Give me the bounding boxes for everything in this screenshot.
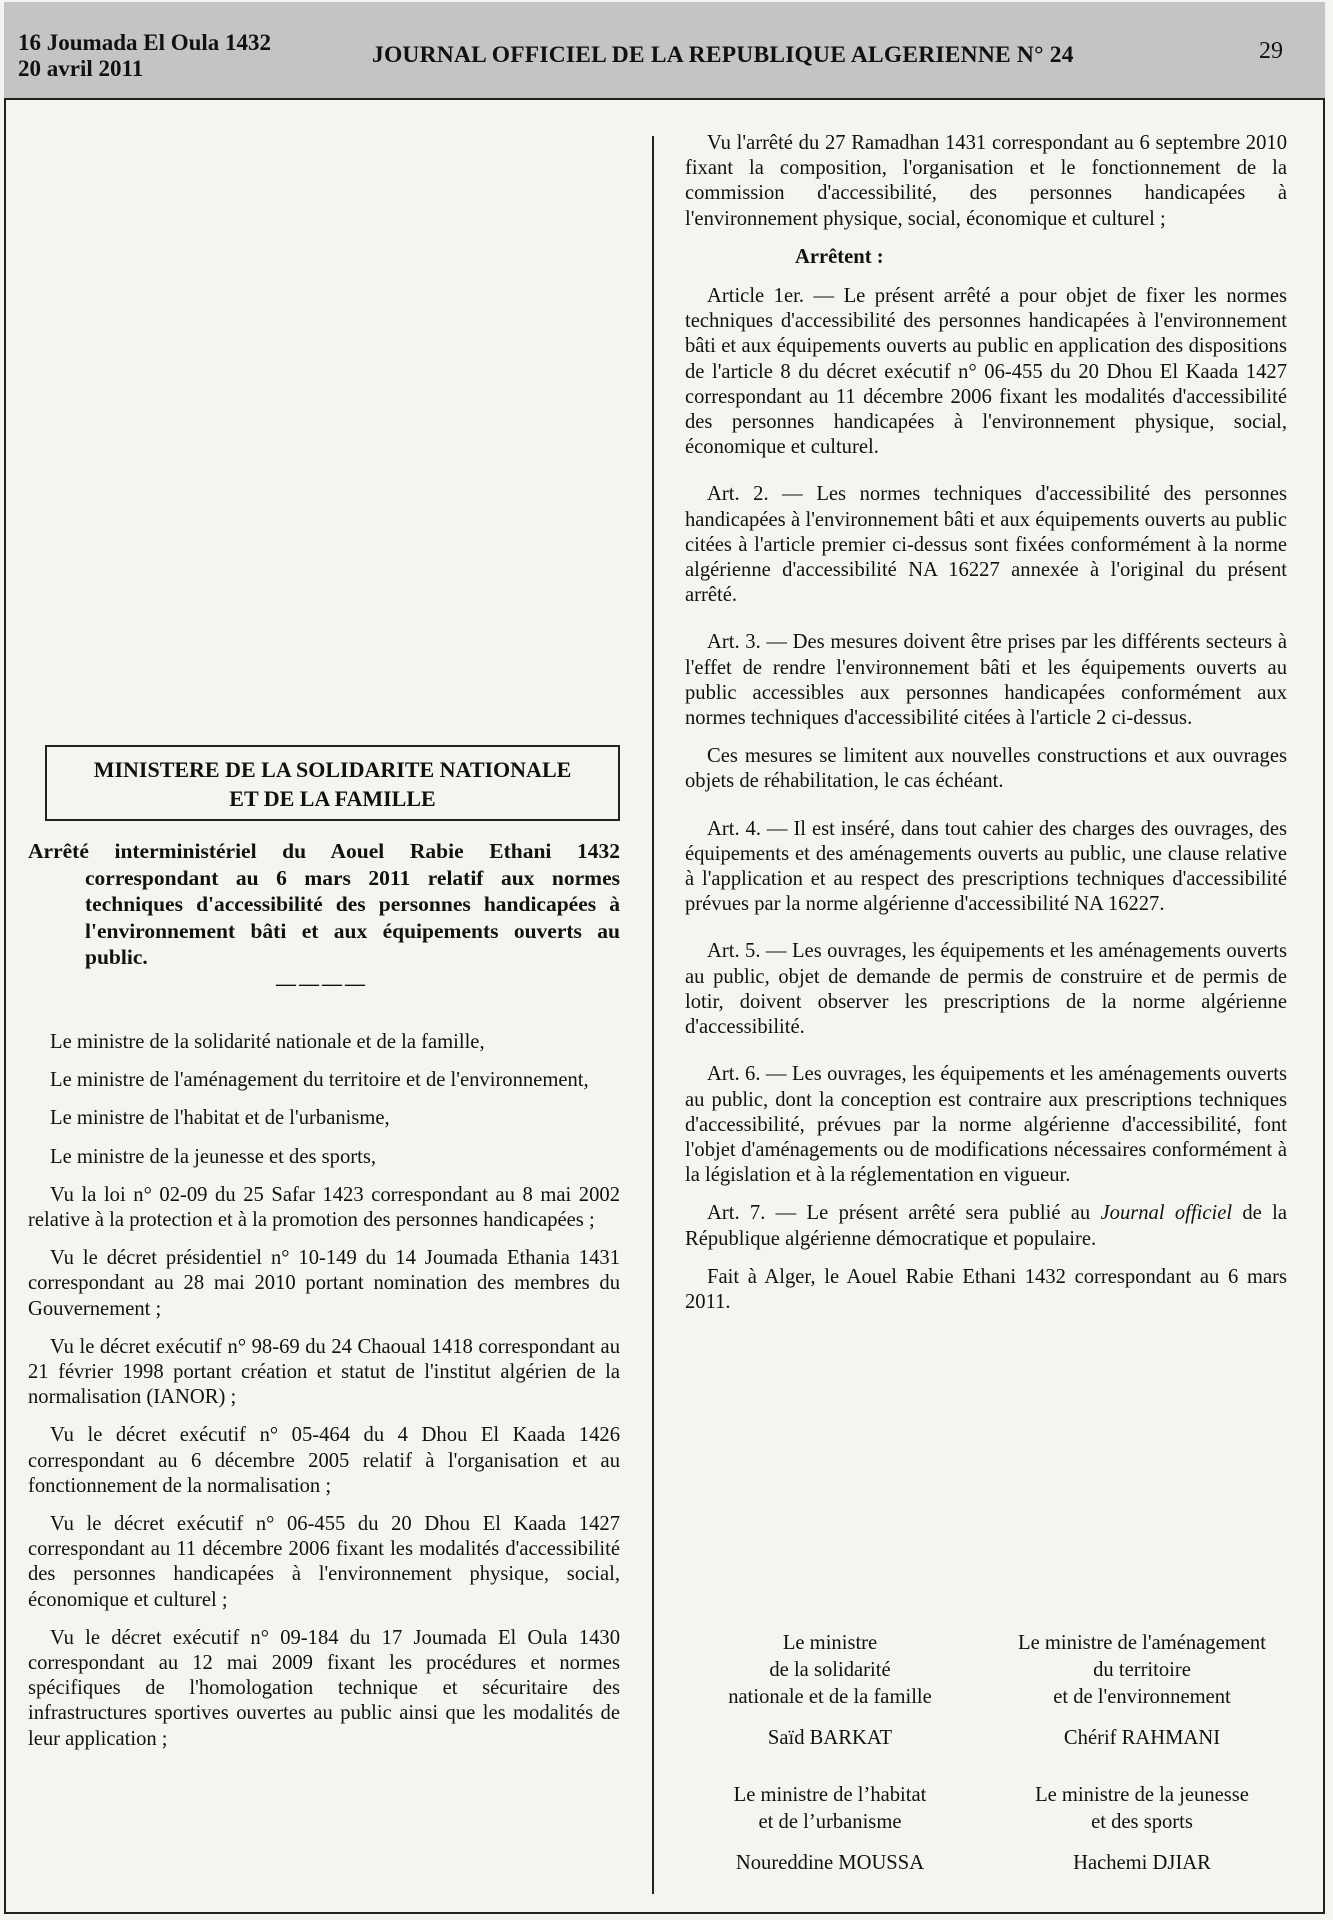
signatory-role: et des sports — [1091, 1811, 1193, 1833]
decree-title — [28, 838, 620, 971]
article-7-italic: Journal officiel — [1100, 1202, 1233, 1225]
ministry-line-2: ET DE LA FAMILLE — [229, 786, 436, 811]
intro-paragraph: Vu l'arrêté du 27 Ramadhan 1431 correspondant au 6 septembre 2010 fixant la composition, l'organisation et le fonctionnement de la commission d'accessibilité, des personnes handicapées à l'environnement physique, social, économique et culturel ; — [685, 132, 1287, 230]
right-column — [685, 131, 1287, 1328]
article-5: Art. 5. — Les ouvrages, les équipements et les aménagements ouverts au public, objet de demande de permis de construire et de permis de lotir, doivent observer les prescriptions de la norme algérienne d'accessibilité. — [685, 940, 1287, 1039]
preamble-paragraph: Vu le décret exécutif n° 05-464 du 4 Dhou El Kaada 1426 correspondant au 6 décembre 2005 relatif à l'organisation et au fonctionnement de la normalisation ; — [28, 1424, 620, 1497]
preamble-paragraph: Vu le décret présidentiel n° 10-149 du 14 Joumada Ethania 1431 correspondant au 28 mai 2010 portant nomination des membres du Gouvernement ; — [28, 1247, 620, 1320]
arretent-heading: Arrêtent : — [795, 245, 884, 268]
preamble-paragraph: Vu le décret exécutif n° 98-69 du 24 Chaoual 1418 correspondant au 21 février 1998 portant création et statut de l'institut algérien de la normalisation (IANOR) ; — [28, 1335, 620, 1409]
signatory-territory — [997, 1630, 1287, 1752]
signatory-youth — [997, 1782, 1287, 1877]
journal-title: JOURNAL OFFICIEL DE LA REPUBLIQUE ALGERIENNE N° 24 — [372, 42, 1074, 68]
signatory-role: nationale et de la famille — [728, 1686, 932, 1708]
header-date-gregorian: 20 avril 2011 — [18, 56, 144, 81]
header-date-hijri: 16 Joumada El Oula 1432 — [18, 30, 272, 55]
signatory-name: Hachemi DJIAR — [1073, 1852, 1211, 1874]
signatory-role: de la solidarité — [769, 1659, 891, 1681]
signatory-name: Saïd BARKAT — [767, 1727, 893, 1749]
preamble-paragraph: Le ministre de l'habitat et de l'urbanisme, — [50, 1107, 390, 1130]
done-at: Fait à Alger, le Aouel Rabie Ethani 1432 correspondant au 6 mars 2011. — [685, 1265, 1287, 1313]
signatory-role: et de l’urbanisme — [758, 1811, 902, 1833]
signatory-role: et de l'environnement — [1053, 1686, 1231, 1708]
preamble-paragraph: Le ministre de la jeunesse et des sports, — [50, 1145, 376, 1168]
preamble-paragraph: Le ministre de la solidarité nationale et de la famille, — [50, 1031, 485, 1053]
article-7 — [685, 1201, 1287, 1251]
ministry-line-1: MINISTERE DE LA SOLIDARITE NATIONALE — [93, 757, 572, 782]
article-4: Art. 4. — Il est inséré, dans tout cahier des charges des ouvrages, des équipements et des aménagements ouverts au public, une clause relative à l'application et au respect des prescriptions techniques d'accessibilité prévues par la norme algérienne d'accessibilité NA 16227. — [685, 817, 1287, 916]
preamble-paragraph: Vu la loi n° 02-09 du 25 Safar 1423 correspondant au 8 mai 2002 relative à la protection et à la promotion des personnes handicapées ; — [28, 1183, 620, 1232]
signatory-role: Le ministre de l'aménagement — [1018, 1632, 1266, 1654]
signatory-role: Le ministre de la jeunesse — [1035, 1784, 1249, 1806]
article-3-continued: Ces mesures se limitent aux nouvelles constructions et aux ouvrages objets de réhabilitation, le cas échéant. — [685, 745, 1287, 793]
signatory-role: du territoire — [1093, 1659, 1191, 1681]
signatory-solidarity — [685, 1630, 975, 1752]
preamble-paragraph: Vu le décret exécutif n° 09-184 du 17 Joumada El Oula 1430 correspondant au 12 mai 2009 fixant les procédures et normes spécifiques de l'homologation technique et sécuritaire des infrastructures sportives ouvertes au public ainsi que les modalités de leur application ; — [28, 1626, 620, 1750]
article-1: Article 1er. — Le présent arrêté a pour objet de fixer les normes techniques d'accessibilité des personnes handicapées à l'environnement bâti et aux équipements ouverts au public en application des dispositions de l'article 8 du décret exécutif n° 06-455 du 20 Dhou El Kaada 1427 correspondant au 11 décembre 2006 fixant les modalités d'accessibilité des personnes handicapées à l'environnement physique, social, économique et culturel. — [685, 285, 1287, 459]
ministry-box — [45, 745, 620, 821]
preamble-paragraph: Vu le décret exécutif n° 06-455 du 20 Dhou El Kaada 1427 correspondant au 11 décembre 2006 fixant les modalités d'accessibilité des personnes handicapées à l'environnement physique, social, économique et culturel ; — [28, 1513, 620, 1611]
preamble-paragraph: Le ministre de l'aménagement du territoire et de l'environnement, — [50, 1069, 589, 1092]
article-3: Art. 3. — Des mesures doivent être prises par les différents secteurs à l'effet de rendre l'environnement bâti et les équipements ouverts au public accessibles aux personnes handicapées conformément aux normes techniques d'accessibilité citées à l'article 2 ci-dessus. — [685, 631, 1287, 730]
article-7-text: Art. 7. — Le présent arrêté sera publié au — [707, 1202, 1101, 1225]
decree-title-text: Arrêté interministériel du Aouel Rabie Ethani 1432 correspondant au 6 mars 2011 relatif aux normes techniques d'accessibilité des personnes handicapées à l'environnement bâti et aux équipements ouverts au public. — [28, 839, 620, 969]
column-divider — [652, 136, 654, 1894]
signatory-role: Le ministre — [782, 1632, 878, 1654]
signatory-name: Chérif RAHMANI — [1063, 1727, 1221, 1749]
page-header — [4, 2, 1325, 100]
article-2: Art. 2. — Les normes techniques d'accessibilité des personnes handicapées à l'environnement bâti et aux équipements ouverts au public citées à l'article premier ci-dessus sont fixées conformément à la norme algérienne d'accessibilité NA 16227 annexée à l'original du présent arrêté. — [685, 483, 1287, 607]
title-separator: ———— — [276, 973, 368, 995]
header-date — [18, 30, 271, 82]
left-column — [28, 1030, 620, 1765]
signatory-habitat — [685, 1782, 975, 1877]
page-number: 29 — [1259, 38, 1283, 64]
article-6: Art. 6. — Les ouvrages, les équipements et les aménagements ouverts au public, dont la conception est contraire aux prescriptions techniques d'accessibilité, prévues par la norme algérienne d'accessibilité, font l'objet d'aménagements ou de modifications nécessaires conformément à la législation et à la réglementation en vigueur. — [685, 1063, 1287, 1187]
signatory-role: Le ministre de l’habitat — [733, 1784, 927, 1806]
signatory-name: Noureddine MOUSSA — [735, 1852, 925, 1874]
article-7-text-end: de la République algérienne démocratique et populaire. — [685, 1202, 1287, 1250]
